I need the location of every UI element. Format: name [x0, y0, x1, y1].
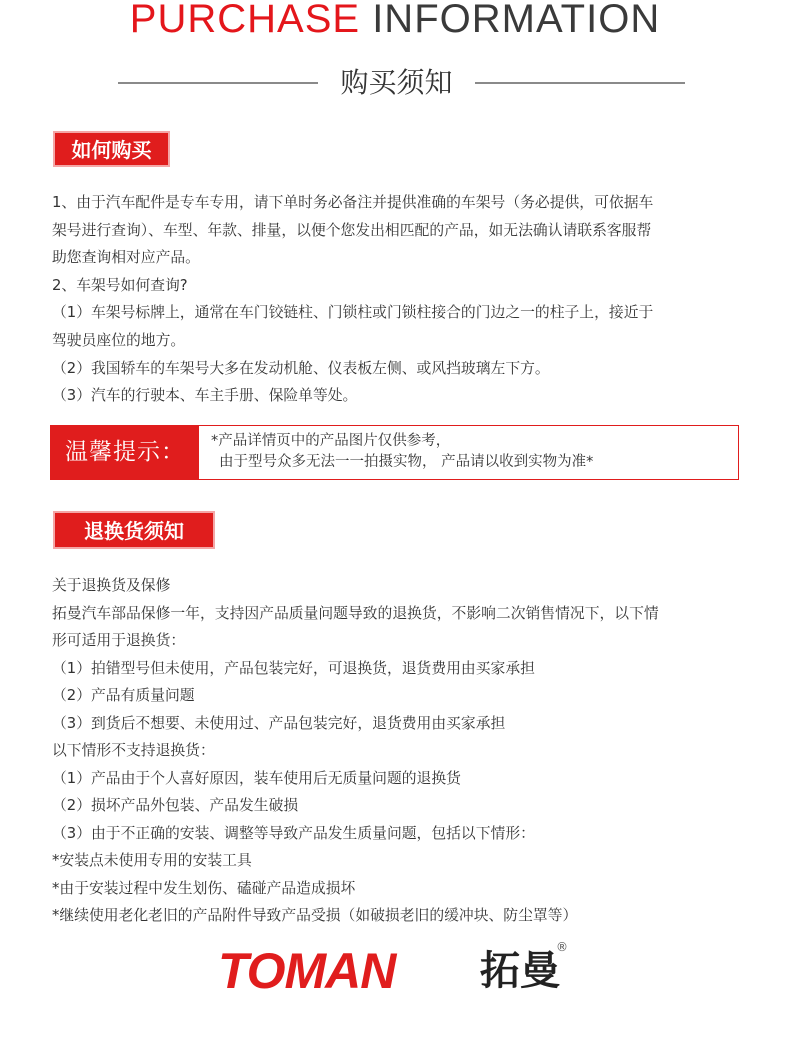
subtitle-row	[0, 58, 790, 108]
text-line: 1、由于汽车配件是专车专用，请下单时务必备注并提供准确的车架号（务必提供，可依据车	[52, 194, 654, 211]
text-line: *继续使用老化老旧的产品附件导致产品受损（如破损老旧的缓冲块、防尘罩等）	[52, 907, 578, 924]
text-line: （2）损坏产品外包装、产品发生破损	[52, 797, 299, 814]
tip-box	[50, 425, 739, 480]
text-line: 关于退换货及保修	[52, 577, 171, 594]
registered-mark: ®	[556, 940, 568, 954]
text-line: 以下情形不支持退换货：	[52, 742, 215, 759]
section-label-how-to-buy: 如何购买	[53, 131, 170, 167]
text-line: *安装点未使用专用的安装工具	[52, 852, 252, 869]
text-line: （2）产品有质量问题	[52, 687, 195, 704]
text-line: 2、车架号如何查询?	[52, 276, 188, 294]
tip-text	[211, 431, 593, 473]
tip-label: 温馨提示：	[51, 426, 199, 479]
section-label-returns: 退换货须知	[53, 511, 215, 549]
page-title	[0, 0, 790, 42]
tip-line-1: *产品详情页中的产品图片仅供参考，	[211, 433, 451, 449]
text-line: （1）产品由于个人喜好原因，装车使用后无质量问题的退换货	[52, 769, 461, 787]
text-line: （2）我国轿车的车架号大多在发动机舱、仪表板左侧、或风挡玻璃左下方。	[52, 359, 550, 377]
divider-left	[118, 82, 318, 84]
brand-logo	[218, 940, 568, 999]
tip-line-2: 由于型号众多无法一一拍摄实物， 产品请以收到实物为准*	[219, 454, 594, 470]
logo-chinese: 拓曼	[480, 948, 560, 994]
divider-right	[475, 82, 685, 84]
text-line: （3）汽车的行驶本、车主手册、保险单等处。	[52, 387, 358, 405]
text-line: 驾驶员座位的地方。	[52, 331, 186, 349]
text-line: *由于安装过程中发生划伤、磕碰产品造成损坏	[52, 879, 356, 897]
text-line: 助您查询相对应产品。	[52, 249, 200, 267]
text-line: （1）车架号标牌上，通常在车门铰链柱、门锁柱或门锁柱接合的门边之一的柱子上，接近于	[52, 304, 654, 322]
logo-wordmark: TOMAN	[218, 943, 396, 999]
text-line: 形可适用于退换货：	[52, 632, 186, 649]
how-to-buy-text	[52, 189, 742, 410]
title-purchase: PURCHASE	[129, 0, 361, 41]
subtitle: 购买须知	[340, 66, 453, 99]
text-line: 架号进行查询）、车型、年款、排量，以便个您发出相匹配的产品，如无法确认请联系客服帮	[52, 221, 652, 239]
text-line: （1）拍错型号但未使用，产品包装完好，可退换货，退货费用由买家承担	[52, 659, 535, 677]
title-information: INFORMATION	[372, 0, 661, 41]
text-line: （3）到货后不想要、未使用过、产品包装完好，退货费用由买家承担	[52, 714, 506, 732]
returns-text	[52, 572, 742, 930]
text-line: 拓曼汽车部品保修一年，支持因产品质量问题导致的退换货，不影响二次销售情况下，以下情	[52, 604, 659, 622]
text-line: （3）由于不正确的安装、调整等导致产品发生质量问题，包括以下情形：	[52, 824, 535, 842]
